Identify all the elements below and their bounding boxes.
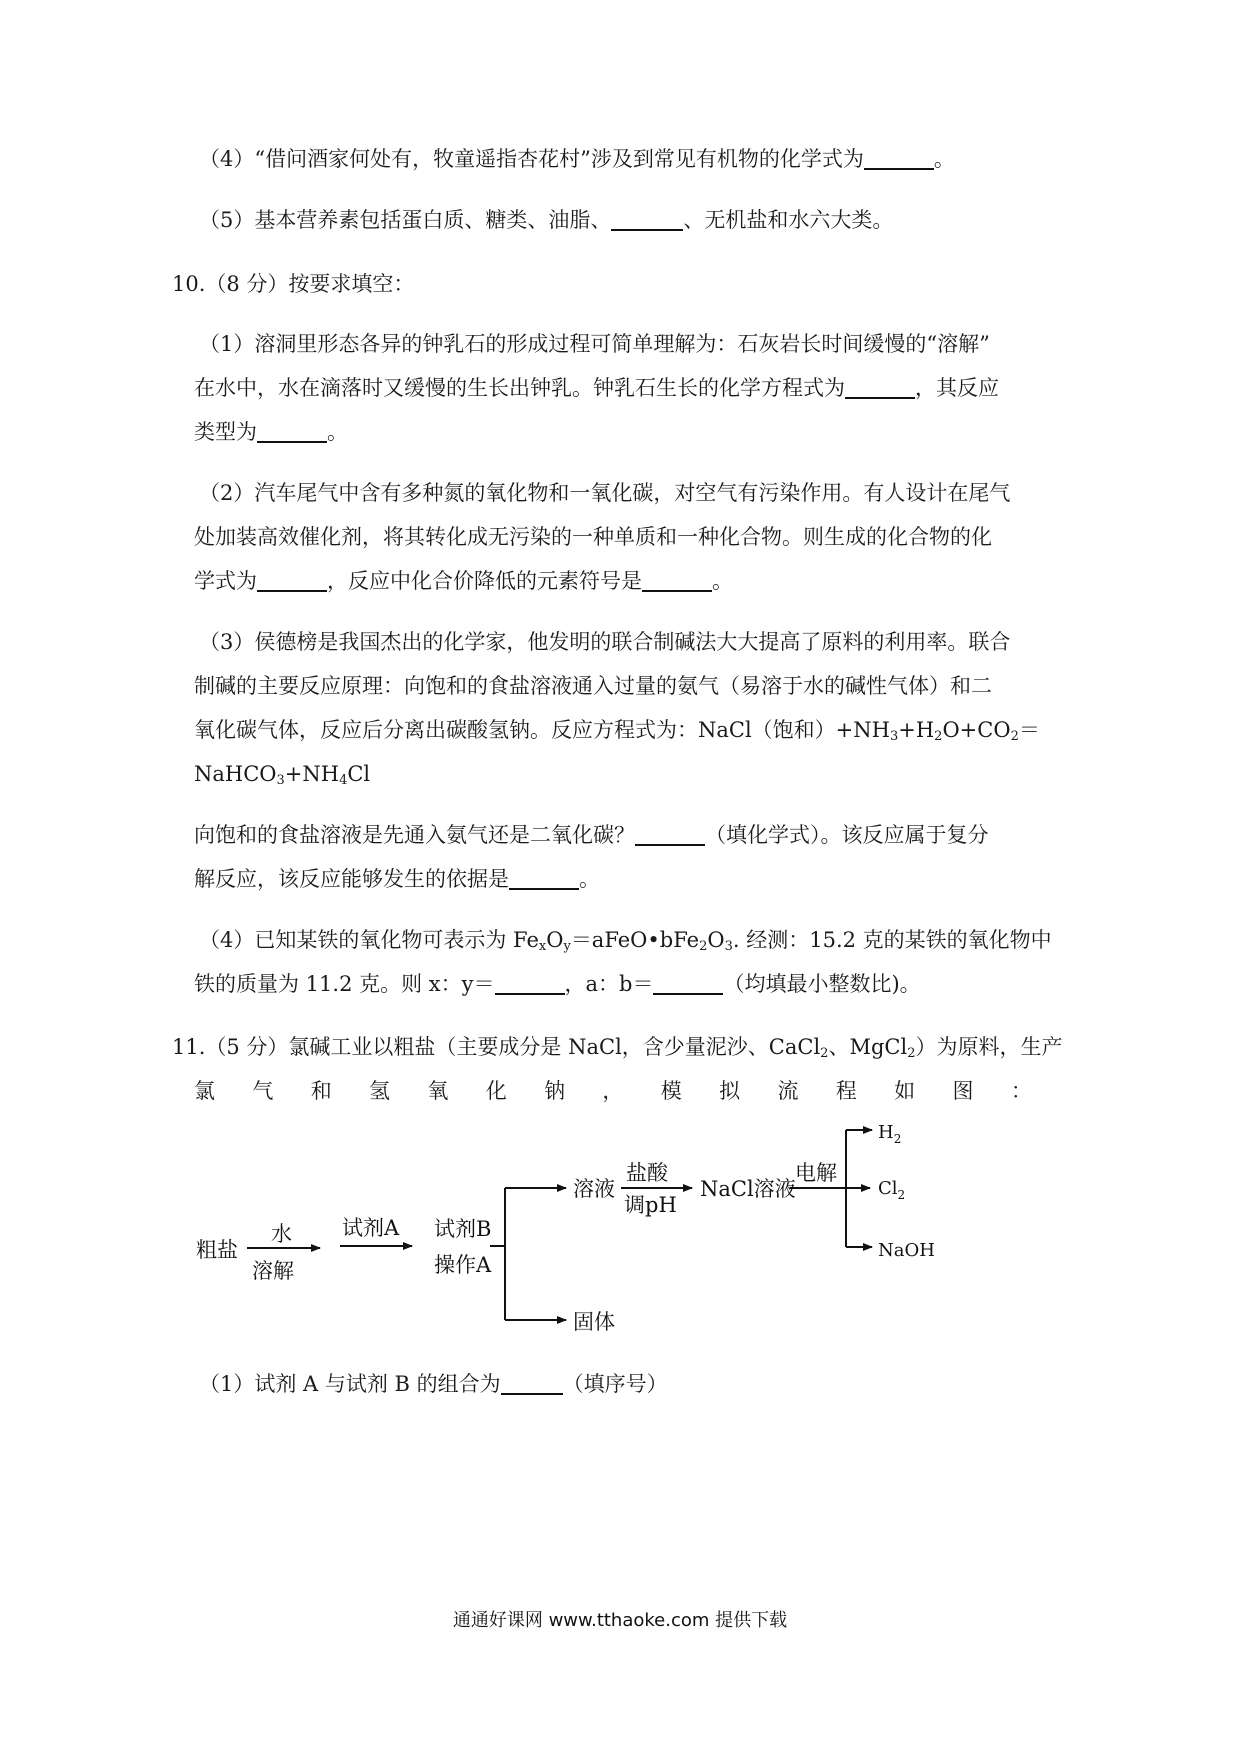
q11-title-text: ）为原料，生产 xyxy=(915,1035,1063,1059)
page-footer: 通通好课网 www.tthaoke.com 提供下载 xyxy=(452,1610,788,1631)
q10-part1-line1: （1）溶洞里形态各异的钟乳石的形成过程可简单理解为：石灰岩长时间缓慢的“溶解” xyxy=(199,332,990,356)
spread-char: 化 xyxy=(485,1079,507,1103)
formula-text: Cl xyxy=(347,762,371,786)
hcl-label: 盐酸 xyxy=(626,1161,668,1185)
q9-part4-end: 。 xyxy=(933,147,955,171)
q10-part4-text: （4）已知某铁的氧化物可表示为 Fe xyxy=(199,928,539,952)
q10-part1-text: 。 xyxy=(327,420,348,444)
q11-part1 xyxy=(199,1369,668,1399)
crude-salt-label: 粗盐 xyxy=(196,1238,238,1262)
reagent-b-label: 试剂B xyxy=(434,1217,492,1241)
q10-part3b-text: （填化学式）。该反应属于复分 xyxy=(705,823,989,847)
h2-label: $H_2$ xyxy=(878,1122,902,1146)
q10-part2-text: ，反应中化合价降低的元素符号是 xyxy=(327,569,642,593)
operation-a-label: 操作A xyxy=(434,1253,492,1277)
q10-part1-text: 在水中，水在滴落时又缓慢的生长出钟乳。钟乳石生长的化学方程式为 xyxy=(194,376,845,400)
dissolve-label: 溶解 xyxy=(252,1259,294,1283)
subscript: 3 xyxy=(724,939,733,954)
subscript: 2 xyxy=(907,1046,916,1061)
formula-text: +NH xyxy=(284,762,340,786)
q10-part4-text: ＝aFeO•bFe xyxy=(570,928,700,952)
q10-part3-line1: （3）侯德榜是我国杰出的化学家，他发明的联合制碱法大大提高了原料的利用率。联合 xyxy=(199,630,1011,654)
spread-char: 和 xyxy=(310,1079,332,1103)
q10-part3-text: +H xyxy=(898,718,935,742)
spread-char: 氯 xyxy=(194,1079,215,1103)
solid-label: 固体 xyxy=(573,1310,615,1334)
answer-blank[interactable] xyxy=(501,1371,563,1395)
q11-part1-text: （1）试剂 A 与试剂 B 的组合为 xyxy=(199,1372,501,1396)
spread-char: 氧 xyxy=(427,1079,449,1103)
q10-part4-text: ，a：b＝ xyxy=(564,972,654,996)
solution-label: 溶液 xyxy=(573,1177,615,1201)
subscript: 4 xyxy=(339,773,348,788)
q10-part3-text: 氧化碳气体，反应后分离出碳酸氢钠。反应方程式为：NaCl（饱和）+NH xyxy=(194,718,890,742)
q10-part2-line2: 处加装高效催化剂，将其转化成无污染的一种单质和一种化合物。则生成的化合物的化 xyxy=(194,525,992,549)
spread-char: ， xyxy=(602,1079,624,1103)
spread-char: 钠 xyxy=(544,1079,566,1103)
spread-char: ： xyxy=(1010,1079,1032,1103)
subscript: 2 xyxy=(699,939,708,954)
q10-part3-line2: 制碱的主要反应原理：向饱和的食盐溶液通入过量的氨气（易溶于水的碱性气体）和二 xyxy=(194,674,992,698)
q10-part3-text: O+CO xyxy=(942,718,1011,742)
q10-part2-text: 学式为 xyxy=(194,569,257,593)
q10-part4-text: O xyxy=(546,928,564,952)
q10-part1-text: ，其反应 xyxy=(915,376,999,400)
subscript: y xyxy=(563,939,571,954)
q9-part5-end: 、无机盐和水六大类。 xyxy=(683,208,894,232)
q10-part1-text: 类型为 xyxy=(194,420,257,444)
spread-char: 图 xyxy=(952,1079,974,1103)
nacl-solution-label: NaCl溶液 xyxy=(700,1177,796,1201)
q10-part2-line1: （2）汽车尾气中含有多种氮的氧化物和一氧化碳，对空气有污染作用。有人设计在尾气 xyxy=(199,481,1011,505)
naoh-label: NaOH xyxy=(878,1240,935,1261)
electrolysis-label: 电解 xyxy=(795,1161,837,1185)
q10-part4-text: 铁的质量为 11.2 克。则 x：y＝ xyxy=(194,972,495,996)
spread-char: 拟 xyxy=(719,1079,741,1103)
q10-part3b-text: 向饱和的食盐溶液是先通入氨气还是二氧化碳？ xyxy=(194,823,635,847)
spread-char: 流 xyxy=(777,1079,799,1103)
subscript: 2 xyxy=(820,1046,829,1061)
q10-part4-text: （均填最小整数比)。 xyxy=(723,972,921,996)
q10-part4-text: O xyxy=(707,928,725,952)
cl2-label: $Cl_2$ xyxy=(878,1178,906,1202)
spread-char: 程 xyxy=(835,1079,857,1103)
q11-part1-text: （填序号） xyxy=(562,1372,668,1396)
q9-part4-text: （4）“借问酒家何处有，牧童遥指杏花村”涉及到常见有机物的化学式为 xyxy=(199,147,864,171)
q10-title: 10.（8 分）按要求填空： xyxy=(172,272,415,296)
q11-title-text: 、MgCl xyxy=(828,1035,908,1059)
water-label: 水 xyxy=(271,1222,292,1246)
formula-text: NaHCO xyxy=(194,762,277,786)
q11-title-text: 11.（5 分）氯碱工业以粗盐（主要成分是 NaCl，含少量泥沙、CaCl xyxy=(172,1035,821,1059)
spread-char: 如 xyxy=(894,1079,916,1103)
subscript: 3 xyxy=(889,729,899,744)
subscript: x xyxy=(538,939,547,954)
spread-char: 模 xyxy=(660,1079,682,1103)
q9-part5-text: （5）基本营养素包括蛋白质、糖类、油脂、 xyxy=(199,208,612,232)
subscript: 2 xyxy=(1010,729,1019,744)
q10-part2-text: 。 xyxy=(712,569,733,593)
spread-char: 氢 xyxy=(369,1079,391,1103)
q10-part4-text: . 经测：15.2 克的某铁的氧化物中 xyxy=(732,928,1052,952)
subscript: 3 xyxy=(276,773,285,788)
q10-part3b-text: 解反应，该反应能够发生的依据是 xyxy=(194,867,509,891)
q10-part3b-text: 。 xyxy=(579,867,600,891)
q10-part3-text: ＝ xyxy=(1018,718,1040,742)
reagent-a-label: 试剂A xyxy=(342,1216,400,1240)
subscript: 2 xyxy=(934,729,943,744)
adjust-ph-label: 调pH xyxy=(624,1193,677,1217)
spread-char: 气 xyxy=(252,1079,274,1103)
